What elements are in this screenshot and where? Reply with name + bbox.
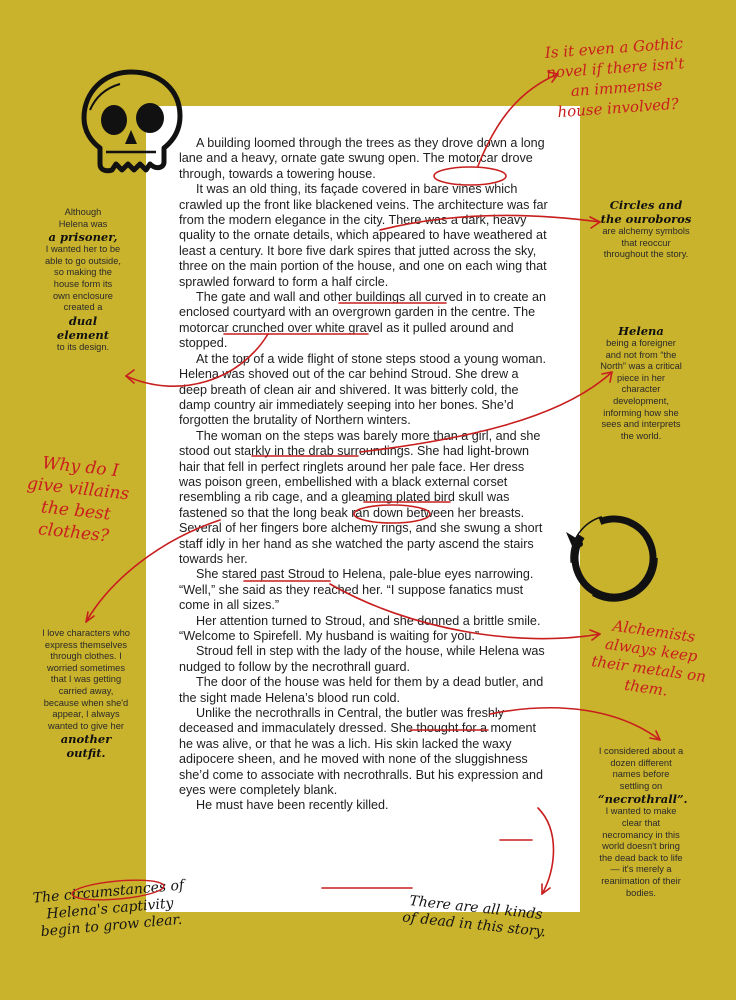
note-prisoner <box>44 207 122 353</box>
story-paragraph: She stared past Stroud to Helena, pale-blue eyes narrowing. “Well,” she said as they reached her. “I suppose fanatics must come in all sizes.” <box>179 567 534 613</box>
story-paragraph: The gate and wall and other buildings all curved in to create an enclosed courtyard with an overgrown garden in the centre. The motorcar crunched over white gravel as it pulled around and stopped. <box>179 290 547 351</box>
note-text: I wanted her to be able to go outside, so making the house form its own enclosure created a <box>45 244 121 313</box>
note-text: Although <box>64 207 102 217</box>
note-text: being a foreigner and not from “the North” was a critical piece in her character development, informing how she sees and interprets the world. <box>600 338 682 441</box>
story-paragraph: It was an old thing, its façade covered in bare vines which crawled up the front like blackened veins. The architecture was far from the modern elegance in the city. There was a dark, heavy quality to the ornate details, which appeared to have weathered at least a century. It bore five dark spires that jutted across the sky, three on the main portion of the house, and one on each wing that sprawled forward to form a half circle. <box>179 182 548 289</box>
ouroboros-icon <box>558 508 670 608</box>
story-paragraph: He must have been recently killed. <box>196 798 389 813</box>
note-text: are alchemy symbols that reoccur throughout the story. <box>602 226 690 260</box>
note-text: I wanted to make clear that necromancy in this world doesn't bring the dead back to life— it's merely a reanimation of their bodies. <box>599 806 683 898</box>
note-villains: Why do I give villains the best clothes? <box>26 453 131 547</box>
note-handwriting: Circles and the ouroboros <box>600 198 692 226</box>
story-paragraph: Her attention turned to Stroud, and she donned a brittle smile. “Welcome to Spirefell. My husband is waiting for you.” <box>179 613 541 643</box>
note-dead: There are all kinds of dead in this story. <box>401 893 547 941</box>
story-text <box>179 136 549 814</box>
story-paragraph: Stroud fell in step with the lady of the house, while Helena was nudged to follow by the necrothrall guard. <box>179 644 545 674</box>
story-paragraph: The woman on the steps was barely more than a girl, and she stood out starkly in the drab surroundings. She had light-brown hair that fell in perfect ringlets around her pale face. Her dress was poison green, embellished with a black external corset resembling a rib cage, and a gleaming plated bird skull was fastened so that the long beak ran down between her breasts. Several of her fingers bore alchemy rings, and she swung a short staff idly in her hand as she watched the party ascend the stairs towards her. <box>179 428 543 566</box>
note-handwriting: another outfit. <box>60 732 112 761</box>
note-necrothrall <box>598 746 688 899</box>
note-gothic: Is it even a Gothic novel if there isn't an immense house involved? <box>544 34 685 122</box>
note-text: Helena was <box>58 218 108 229</box>
note-clothes <box>40 628 132 760</box>
skull-icon <box>76 66 186 178</box>
note-helena <box>598 324 684 442</box>
story-paragraph: A building loomed through the trees as they drove down a long lane and a heavy, ornate gate swung open. The motorcar drove through, towards a towering house. <box>179 136 545 181</box>
note-alchemists: Alchemists always keep their metals on them. <box>590 616 708 700</box>
story-paragraph: Unlike the necrothralls in Central, the butler was freshly deceased and immaculately dressed. She thought for a moment he was alive, or that he was a lich. His skin lacked the waxy adipocere sheen, and he moved with none of the sluggishness she’d come to associate with necrothralls. But his expression and eyes were completely blank. <box>179 706 544 798</box>
story-paragraph: At the top of a wide flight of stone steps stood a young woman. Helena was shoved out of the car behind Stroud. She drew a deep breath of clean air and shivered. It was bitterly cold, the damp country air immediately seeping into her bones. She’d forgotten the brutality of Northern winters. <box>179 351 547 428</box>
note-handwriting: “necrothrall”. <box>598 792 688 807</box>
note-handwriting: a prisoner, <box>48 230 118 245</box>
note-handwriting: dual element <box>56 313 110 342</box>
story-paragraph: The door of the house was held for them by a dead butler, and the sight made Helena’s blood run cold. <box>179 675 544 705</box>
note-circumstances: The circumstances of Helena's captivity begin to grow clear. <box>32 877 185 941</box>
note-text: I love characters who express themselves through clothes. I worried sometimes that I was getting carried away, because when she'd appear, I always wanted to give her <box>42 628 130 731</box>
note-text: I considered about a dozen different names before settling on <box>598 746 684 791</box>
note-handwriting: Helena <box>618 324 664 338</box>
note-circles <box>600 198 692 261</box>
note-text: to its design. <box>56 341 110 352</box>
